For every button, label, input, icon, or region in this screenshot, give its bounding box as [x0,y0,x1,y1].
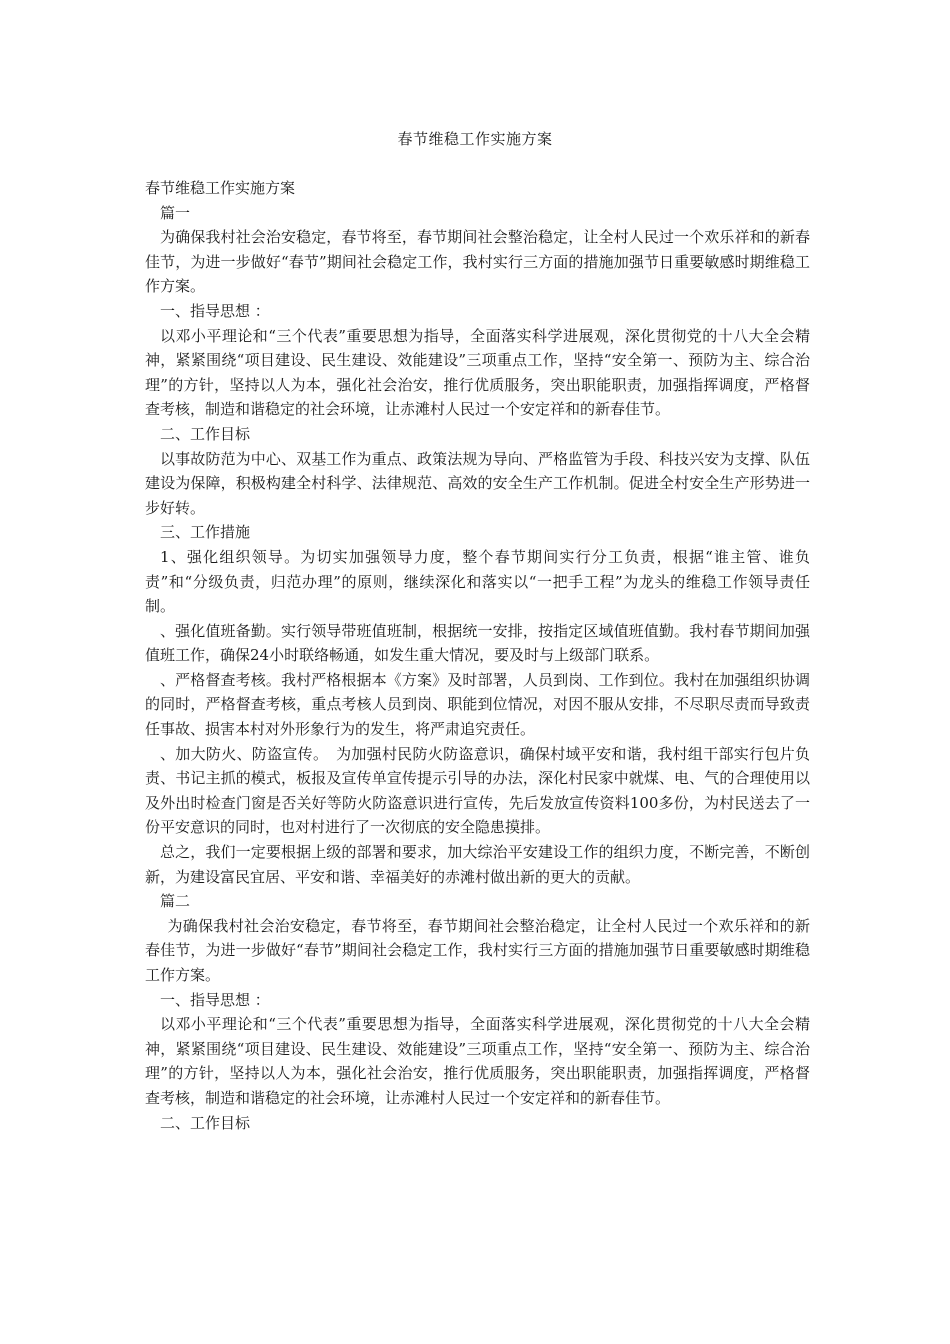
document-body [145,176,810,1135]
paragraph: 以事故防范为中心、双基工作为重点、政策法规为导向、严格监管为手段、科技兴安为支撑、队伍建设为保障，积极构建全村科学、法律规范、高效的安全生产工作机制。促进全村安全生产形势进一步好转。 [145,449,810,517]
paragraph: 春节维稳工作实施方案 [145,179,296,197]
section-heading: 二、工作目标 [160,424,251,443]
section-heading: 篇一 [160,203,191,222]
paragraph: 1、强化组织领导。为切实加强领导力度，整个春节期间实行分工负责，根据“谁主管、谁负责”和“分级负责，归范办理”的原则，继续深化和落实以“一把手工程”为龙头的维稳工作领导责任制。 [145,547,810,616]
document-title: 春节维稳工作实施方案 [397,130,553,148]
paragraph: 为确保我村社会治安稳定，春节将至，春节期间社会整治稳定，让全村人民过一个欢乐祥和的新春佳节，为进一步做好“春节”期间社会稳定工作，我村实行三方面的措施加强节日重要敏感时期维稳工作方案。 [145,228,810,296]
section-heading: 二、工作目标 [160,1113,251,1132]
paragraph: 为确保我村社会治安稳定，春节将至，春节期间社会整治稳定，让全村人民过一个欢乐祥和的新春佳节，为进一步做好“春节”期间社会稳定工作，我村实行三方面的措施加强节日重要敏感时期维稳工作方案。 [145,916,810,984]
paragraph: 以邓小平理论和“三个代表”重要思想为指导，全面落实科学进展观，深化贯彻党的十八大全会精神，紧紧围绕“项目建设、民生建设、效能建设”三项重点工作，坚持“安全第一、预防为主、综合治理”的方针，坚持以人为本，强化社会治安，推行优质服务，突出职能职责，加强指挥调度，严格督查考核，制造和谐稳定的社会环境，让赤滩村人民过一个安定祥和的新春佳节。 [145,326,810,419]
paragraph: 、加大防火、防盗宣传。 为加强村民防火防盗意识，确保村域平安和谐，我村组干部实行包片负责、书记主抓的模式，板报及宣传单宣传提示引导的办法，深化村民家中就煤、电、气的合理使用以及外出时检查门窗是否关好等防火防盗意识进行宣传，先后发放宣传资料100多份，为村民送去了一份平安意识的同时，也对村进行了一次彻底的安全隐患摸排。 [145,744,810,837]
paragraph: 、强化值班备勤。实行领导带班值班制，根据统一安排，按指定区域值班值勤。我村春节期间加强值班工作，确保24小时联络畅通，如发生重大情况，要及时与上级部门联系。 [145,621,810,665]
section-heading: 一、指导思想 ： [160,990,270,1009]
section-heading: 篇二 [160,892,191,911]
paragraph: 总之，我们一定要根据上级的部署和要求，加大综治平安建设工作的组织力度，不断完善，不断创新，为建设富民宜居、平安和谐、幸福美好的赤滩村做出新的更大的贡献。 [145,843,810,886]
section-heading: 三、工作措施 [160,523,251,542]
section-heading: 一、指导思想 ： [160,301,270,320]
paragraph: 以邓小平理论和“三个代表”重要思想为指导，全面落实科学进展观，深化贯彻党的十八大全会精神，紧紧围绕“项目建设、民生建设、效能建设”三项重点工作，坚持“安全第一、预防为主、综合治理”的方针，坚持以人为本，强化社会治安，推行优质服务，突出职能职责，加强指挥调度，严格督查考核，制造和谐稳定的社会环境，让赤滩村人民过一个安定祥和的新春佳节。 [145,1015,810,1107]
paragraph: 、严格督查考核。我村严格根据本《方案》及时部署，人员到岗、工作到位。我村在加强组织协调的同时，严格督查考核，重点考核人员到岗、职能到位情况，对因不服从安排，不尽职尽责而导致责任事故、损害本村对外形象行为的发生，将严肃追究责任。 [145,670,810,739]
